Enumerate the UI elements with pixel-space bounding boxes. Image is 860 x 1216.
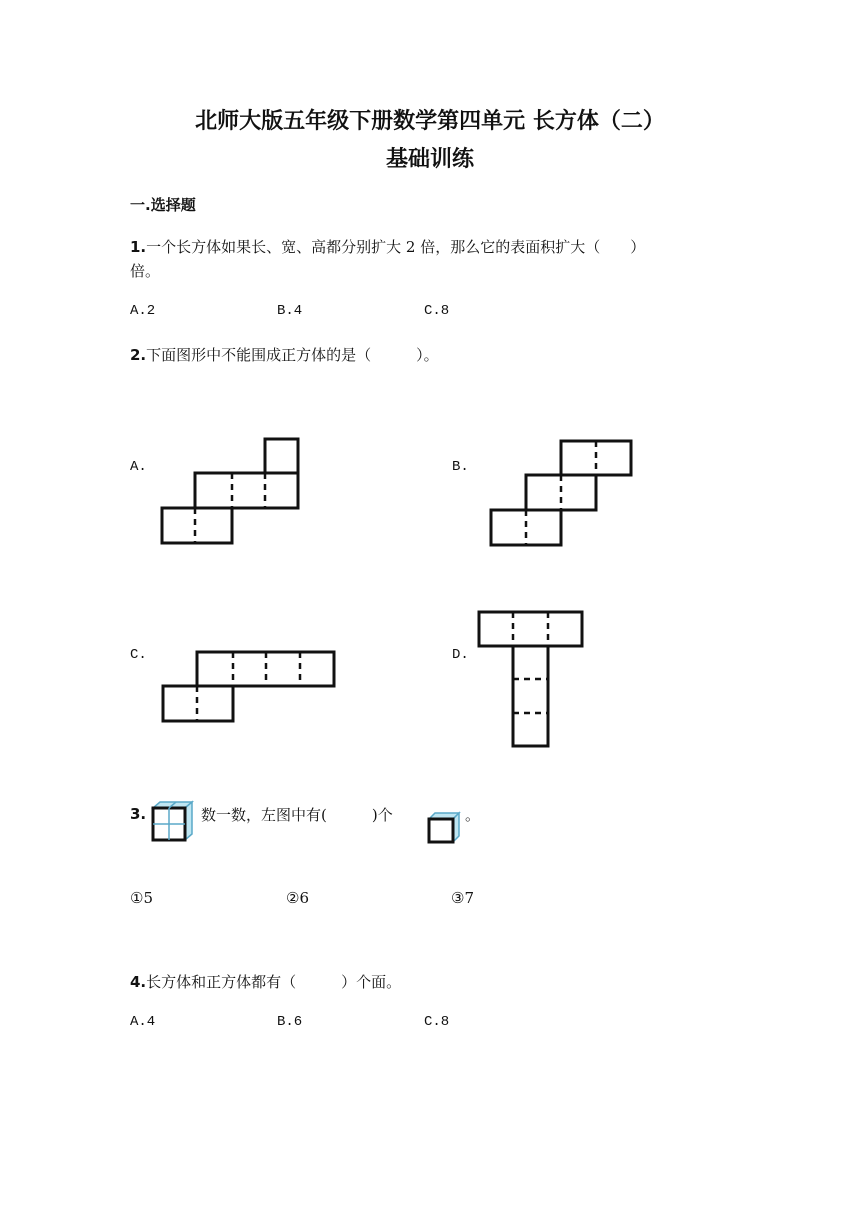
question-1-text-cont: 倍。 bbox=[130, 262, 161, 280]
question-2-text: 下面图形中不能围成正方体的是（ ）。 bbox=[146, 346, 439, 364]
figure-b-label: B. bbox=[452, 459, 469, 475]
question-1-option-a[interactable]: A.2 bbox=[130, 303, 156, 319]
page-subtitle: 基础训练 bbox=[385, 147, 474, 172]
figure-b-cube-net[interactable] bbox=[485, 435, 637, 551]
question-4-option-b[interactable]: B.6 bbox=[277, 1014, 303, 1030]
question-3-text-end: 。 bbox=[465, 806, 481, 824]
stacked-cubes-icon bbox=[148, 798, 200, 844]
question-1 bbox=[130, 236, 645, 257]
figure-d-label: D. bbox=[452, 647, 469, 663]
section-heading: 一.选择题 bbox=[130, 196, 196, 214]
single-cube-icon bbox=[426, 810, 462, 844]
question-2 bbox=[130, 344, 439, 365]
question-4-option-a[interactable]: A.4 bbox=[130, 1014, 156, 1030]
question-3-option-1[interactable]: ①5 bbox=[130, 889, 153, 907]
question-4-text: 长方体和正方体都有（ ）个面。 bbox=[146, 973, 402, 991]
question-3-option-2[interactable]: ②6 bbox=[286, 889, 309, 907]
question-1-option-b[interactable]: B.4 bbox=[277, 303, 303, 319]
question-3-text: 数一数，左图中有( )个 bbox=[201, 806, 393, 824]
question-4 bbox=[130, 971, 401, 992]
figure-c-label: C. bbox=[130, 647, 147, 663]
page-title: 北师大版五年级下册数学第四单元 长方体（二） bbox=[195, 109, 665, 134]
figure-a-cube-net[interactable] bbox=[155, 433, 305, 549]
question-4-number: 4. bbox=[130, 973, 147, 991]
question-3-number: 3. bbox=[130, 805, 147, 823]
question-1-option-c[interactable]: C.8 bbox=[424, 303, 450, 319]
figure-c-cube-net[interactable] bbox=[157, 646, 339, 728]
question-4-option-c[interactable]: C.8 bbox=[424, 1014, 450, 1030]
question-3-option-3[interactable]: ③7 bbox=[451, 889, 474, 907]
question-1-number: 1. bbox=[130, 238, 147, 256]
figure-a-label: A. bbox=[130, 459, 147, 475]
question-2-number: 2. bbox=[130, 346, 147, 364]
figure-d-cube-net[interactable] bbox=[474, 606, 588, 752]
question-1-text: 一个长方体如果长、宽、高都分别扩大 2 倍，那么它的表面积扩大（ ） bbox=[146, 238, 646, 256]
